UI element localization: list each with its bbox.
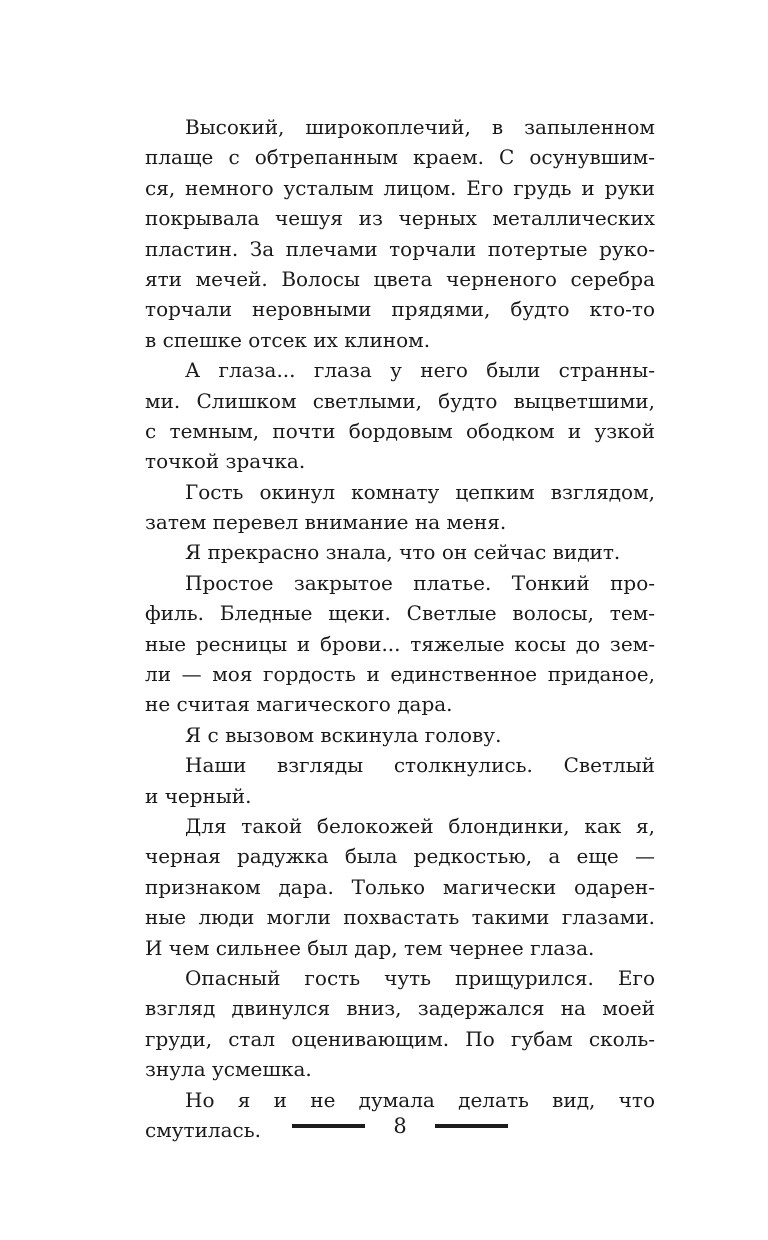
text-line: и черный.: [145, 783, 252, 808]
text-line: плаще с обтрепанным краем. С осунувшим-: [145, 145, 655, 170]
paragraph: [145, 537, 655, 567]
text-line: точкой зрачка.: [145, 449, 306, 474]
text-line: Наши взгляды столкнулись. Светлый: [185, 753, 655, 778]
text-line: Но я и не думала делать вид, что смутилась.: [145, 1087, 655, 1142]
text-line: ли — моя гордость и единственное приданое,: [145, 662, 655, 687]
text-line: яти мечей. Волосы цвета черненого серебра: [145, 266, 655, 291]
text-line: ные ресницы и брови... тяжелые косы до зем-: [145, 631, 655, 656]
text-line: Опасный гость чуть прищурился. Его: [185, 965, 655, 990]
text-line: Для такой белокожей блондинки, как я,: [185, 813, 655, 838]
text-line: ся, немного усталым лицом. Его грудь и руки: [145, 175, 655, 200]
paragraph: [145, 568, 655, 720]
text-line: ми. Слишком светлыми, будто выцветшими,: [145, 388, 655, 413]
text-line: груди, стал оценивающим. По губам сколь-: [145, 1026, 655, 1051]
text-line: покрывала чешуя из черных металлических: [145, 206, 655, 231]
text-line: черная радужка была редкостью, а еще —: [145, 844, 655, 869]
text-line: знула усмешка.: [145, 1057, 312, 1082]
text-line: Высокий, широкоплечий, в запыленном: [185, 115, 655, 139]
paragraph: [145, 477, 655, 538]
paragraph: [145, 1085, 655, 1142]
text-line: А глаза... глаза у него были странны-: [185, 358, 655, 383]
paragraph: [145, 720, 655, 750]
text-line: Простое закрытое платье. Тонкий про-: [185, 570, 655, 595]
text-line: Гость окинул комнату цепким взглядом,: [185, 479, 655, 504]
text-line: Я с вызовом вскинула голову.: [185, 722, 502, 747]
text-line: филь. Бледные щеки. Светлые волосы, тем-: [145, 601, 655, 626]
text-line: пластин. За плечами торчали потертые руко-: [145, 236, 655, 261]
paragraph: [145, 112, 655, 355]
page-number: 8: [393, 1114, 407, 1138]
text-line: И чем сильнее был дар, тем чернее глаза.: [145, 935, 595, 960]
text-line: затем перевел внимание на меня.: [145, 510, 507, 535]
page-text: [145, 112, 655, 1142]
paragraph: [145, 750, 655, 811]
text-line: Я прекрасно знала, что он сейчас видит.: [185, 540, 621, 565]
text-line: взгляд двинулся вниз, задержался на моей: [145, 996, 655, 1021]
paragraph: [145, 963, 655, 1085]
page-footer: [145, 1114, 655, 1138]
text-line: в спешке отсек их клином.: [145, 327, 431, 352]
text-line: признаком дара. Только магически одарен-: [145, 874, 655, 899]
text-line: ные люди могли похвастать такими глазами.: [145, 905, 655, 930]
paragraph: [145, 811, 655, 963]
footer-rule-right: [435, 1124, 508, 1128]
text-line: не считая магического дара.: [145, 692, 453, 717]
text-line: торчали неровными прядями, будто кто-то: [145, 297, 655, 322]
paragraph: [145, 355, 655, 477]
text-line: с темным, почти бордовым ободком и узкой: [145, 418, 655, 443]
footer-rule-left: [292, 1124, 365, 1128]
